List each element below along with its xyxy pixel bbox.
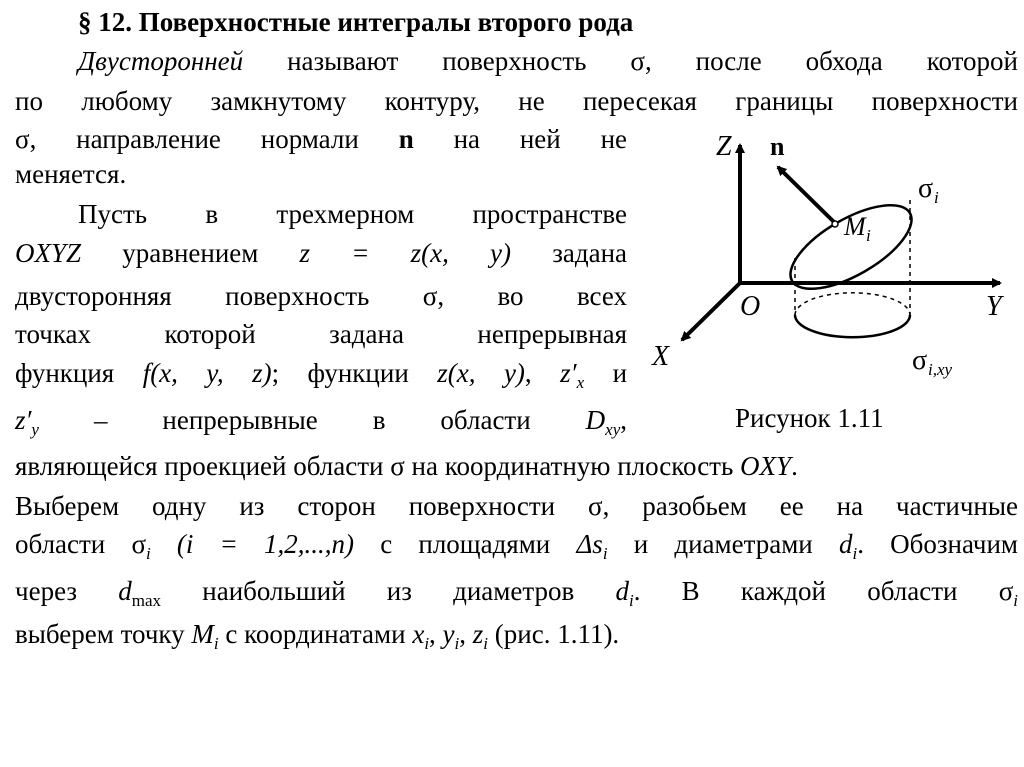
x-axis [682, 283, 740, 340]
section-heading: § 12. Поверхностные интегралы второго рода [78, 7, 634, 37]
text-span: , после обхода которой [644, 46, 1018, 76]
text-span: задана [552, 238, 628, 268]
text-span: выберем точку [15, 619, 192, 649]
figure-caption: Рисунок 1.11 [735, 403, 884, 433]
label-m: M [844, 212, 866, 241]
text-line-13 [15, 528, 1018, 570]
text-span: с площадями [354, 529, 577, 559]
text-line-3 [15, 123, 627, 155]
label-z: Z [716, 131, 732, 162]
text-span: двусторонняя поверхность [15, 281, 423, 311]
text-line-11 [15, 450, 798, 482]
text-span: . [791, 451, 798, 481]
text-span: ; функции [271, 358, 409, 388]
text-span: , [524, 358, 532, 388]
text-span: с координатами [218, 619, 413, 649]
text-line-9 [15, 357, 627, 399]
label-sigma-ixy-sub: i,xy [928, 360, 953, 379]
text-span: , во всех [437, 281, 627, 311]
text-line-7 [15, 280, 627, 312]
text-span: уравнением [122, 238, 259, 268]
d-subscript: xy [605, 420, 621, 439]
text-span: и [612, 358, 628, 388]
projection-back-arc [795, 293, 910, 315]
text-line-12 [15, 490, 1018, 522]
sigma-i [998, 576, 1018, 610]
sigma-symbol: σ [422, 281, 438, 311]
sigma-subscript: i [146, 544, 151, 563]
zx-symbol: z′ [560, 358, 577, 388]
text-span: называют поверхность [243, 46, 631, 76]
derivative-zy [15, 405, 39, 439]
label-sigma-ixy: σ [912, 345, 928, 376]
sigma-symbol: σ [131, 529, 147, 559]
text-span: области [15, 529, 132, 559]
text-span: (рис. 1.11). [488, 619, 620, 649]
text-span: непрерывные в области [162, 405, 531, 435]
text-line-14 [15, 575, 1018, 617]
text-span: на координатную плоскость [404, 451, 741, 481]
text-span: , [620, 405, 627, 435]
text-line-1 [78, 45, 1018, 77]
di-symbol: d [615, 576, 629, 606]
index-range: (i = 1,2,...,n) [150, 529, 355, 559]
sigma-symbol: σ [588, 491, 603, 521]
zy-subscript: y [31, 420, 39, 439]
text-span: Выберем одну из сторон поверхности [15, 491, 588, 521]
label-sigma-i: σ [918, 173, 934, 204]
diameter-di [615, 576, 634, 610]
sigma-i-subscript: i [1013, 591, 1018, 610]
sigma-symbol: σ [390, 451, 405, 481]
point-m: M [191, 619, 214, 649]
space-oxyz: OXYZ [15, 238, 82, 268]
label-n: n [770, 132, 785, 161]
diameter-d: d [838, 529, 853, 559]
point-m-subscript: i [213, 634, 219, 653]
function-f: f(x, y, z) [142, 358, 272, 388]
label-o: O [740, 291, 761, 322]
text-span: наибольший из диаметров [202, 576, 575, 606]
coord-x: x [412, 619, 425, 649]
text-line-2: по любому замкнутому контуру, не пересекая границы поверхности [15, 86, 1018, 116]
point-mi [832, 221, 838, 227]
plane-oxy: OXY [740, 451, 792, 481]
dmax-subscript: max [131, 591, 162, 610]
di-subscript: i [628, 591, 634, 610]
text-span: , разобьем ее на частичные [602, 491, 1018, 521]
coord-subscript: i [454, 634, 460, 653]
coord-y: y [442, 619, 455, 649]
sigma-symbol: σ [630, 46, 645, 76]
text-span: являющейся проекцией области [15, 451, 391, 481]
text-span: . В каждой области [633, 576, 958, 606]
text-span: и диаметрами [607, 529, 839, 559]
coord-z: z [472, 619, 484, 649]
coord-subscript: i [424, 634, 430, 653]
d-max [118, 576, 162, 610]
term-two-sided: Двусторонней [78, 46, 244, 76]
dmax-symbol: d [118, 576, 132, 606]
text-line-4: меняется. [15, 159, 127, 189]
text-line-5: Пусть в трехмерном пространстве [78, 199, 627, 229]
sigma-symbol: σ [15, 124, 30, 154]
normal-vector [778, 167, 835, 223]
text-line-6 [15, 237, 627, 269]
label-m-sub: i [866, 226, 871, 245]
text-line-8: точках которой задана непрерывная [15, 319, 627, 349]
sigma-symbol: σ [998, 576, 1014, 606]
dash: – [93, 405, 108, 435]
area-delta-s: Δs [576, 529, 603, 559]
zx-subscript: x [576, 373, 585, 392]
surface-sigma-i [778, 189, 924, 305]
label-y: Y [986, 291, 1002, 322]
figure-1-11 [630, 125, 1020, 435]
label-x: X [652, 341, 670, 372]
d-symbol: D [585, 405, 606, 435]
text-span: , направление нормали [29, 124, 399, 154]
text-span: через [15, 576, 78, 606]
function-z: z(x, y) [437, 358, 525, 388]
delta-s-subscript: i [602, 544, 608, 563]
label-sigma-i-sub: i [934, 188, 939, 207]
text-line-10 [15, 404, 627, 446]
text-line-15: выберем точку $M_i$ с координатами $x_i$, $y_i$, $z_i$ (рис. 1.11). [15, 619, 620, 653]
zy-symbol: z′ [15, 405, 32, 435]
text-span: на ней не [413, 124, 627, 154]
projection-front-arc [795, 315, 910, 337]
coord-subscript: i [483, 634, 489, 653]
normal-vector-n: n [398, 124, 414, 154]
diameter-subscript: i [852, 544, 858, 563]
text-span: функция [15, 358, 115, 388]
derivative-zx [560, 358, 585, 392]
text-span: . Обозначим [857, 529, 1018, 559]
domain-dxy [585, 405, 621, 439]
equation-z: z = z(x, y) [299, 238, 512, 268]
